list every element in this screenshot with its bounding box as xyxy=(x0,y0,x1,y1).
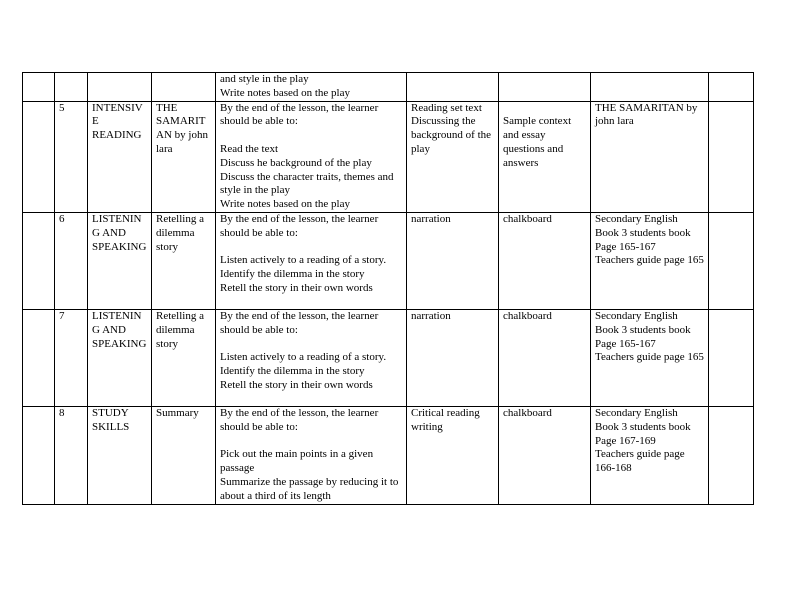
cell-line: Identify the dilemma in the story xyxy=(220,268,365,281)
table-row xyxy=(23,406,754,504)
lesson-cell: 6 xyxy=(55,212,88,309)
cell-line: narration xyxy=(411,309,451,322)
cell-line: chalkboard xyxy=(503,309,552,322)
subtopic-cell: Retelling a dilemma story xyxy=(152,212,216,309)
cell-line: Summarize the passage by reducing it to about a third of its length xyxy=(220,475,399,502)
activities-cell xyxy=(407,406,499,504)
table-row xyxy=(23,212,754,309)
line-gap xyxy=(220,435,402,449)
cell-line: Reading set text xyxy=(411,101,482,114)
cell-line: Pick out the main points in a given passage xyxy=(220,448,374,475)
objectives-cell xyxy=(216,73,407,102)
cell-line: Discussing the background of the play xyxy=(411,115,492,155)
topic-cell: LISTENING AND SPEAKING xyxy=(88,309,152,406)
cell-line: Teachers guide page 165 xyxy=(595,351,704,364)
table-body xyxy=(23,73,754,505)
cell-line: Identify the dilemma in the story xyxy=(220,365,365,378)
remarks-cell xyxy=(709,212,754,309)
cell-line: By the end of the lesson, the learner should be able to: xyxy=(220,309,379,336)
cell-line: Discuss the character traits, themes and style in the play xyxy=(220,170,394,197)
subtopic-cell: Summary xyxy=(152,406,216,504)
cell-line: Discuss he background of the play xyxy=(220,156,372,169)
week-cell xyxy=(23,212,55,309)
activities-cell xyxy=(407,101,499,212)
cell-line: Listen actively to a reading of a story. xyxy=(220,351,387,364)
week-cell xyxy=(23,406,55,504)
week-cell xyxy=(23,73,55,102)
cell-line: By the end of the lesson, the learner should be able to: xyxy=(220,212,379,239)
lesson-cell: 5 xyxy=(55,101,88,212)
week-cell xyxy=(23,309,55,406)
week-cell xyxy=(23,101,55,212)
subtopic-cell: THE SAMARITAN by john lara xyxy=(152,101,216,212)
cell-line: Sample context and essay questions and answers xyxy=(503,115,572,169)
objectives-cell xyxy=(216,406,407,504)
references-cell xyxy=(591,73,709,102)
cell-line: Teachers guide page 166-168 xyxy=(595,448,685,475)
remarks-cell xyxy=(709,309,754,406)
activities-cell xyxy=(407,73,499,102)
resources-cell xyxy=(499,212,591,309)
objectives-cell xyxy=(216,309,407,406)
cell-line: Read the text xyxy=(220,142,279,155)
table-row xyxy=(23,73,754,102)
cell-line: Retell the story in their own words xyxy=(220,281,373,294)
cell-line: THE SAMARITAN by john lara xyxy=(595,101,698,128)
activities-cell xyxy=(407,309,499,406)
cell-line: By the end of the lesson, the learner should be able to: xyxy=(220,406,379,433)
cell-line: Secondary English Book 3 students book Page 165-167 xyxy=(595,212,691,253)
subtopic-cell: Retelling a dilemma story xyxy=(152,309,216,406)
table-row xyxy=(23,101,754,212)
subtopic-cell xyxy=(152,73,216,102)
resources-cell xyxy=(499,309,591,406)
line-gap xyxy=(220,338,402,352)
references-cell xyxy=(591,406,709,504)
references-cell xyxy=(591,309,709,406)
lesson-cell: 7 xyxy=(55,309,88,406)
references-cell xyxy=(591,212,709,309)
topic-cell: STUDY SKILLS xyxy=(88,406,152,504)
resources-cell xyxy=(499,101,591,212)
cell-line: Critical reading writing xyxy=(411,406,480,433)
resources-cell xyxy=(499,73,591,102)
cell-line: Listen actively to a reading of a story. xyxy=(220,254,387,267)
cell-line: Retell the story in their own words xyxy=(220,378,373,391)
cell-line: and style in the play xyxy=(220,73,309,85)
line-gap xyxy=(503,102,586,116)
table-row xyxy=(23,309,754,406)
remarks-cell xyxy=(709,73,754,102)
cell-line: Write notes based on the play xyxy=(220,198,350,211)
topic-cell: LISTENING AND SPEAKING xyxy=(88,212,152,309)
resources-cell xyxy=(499,406,591,504)
cell-line: Secondary English Book 3 students book Page 167-169 xyxy=(595,406,691,447)
cell-line: Write notes based on the play xyxy=(220,86,350,99)
cell-line: chalkboard xyxy=(503,406,552,419)
line-gap xyxy=(220,129,402,143)
cell-line: chalkboard xyxy=(503,212,552,225)
topic-cell xyxy=(88,73,152,102)
remarks-cell xyxy=(709,101,754,212)
line-gap xyxy=(220,241,402,255)
cell-line: Secondary English Book 3 students book Page 165-167 xyxy=(595,309,691,350)
remarks-cell xyxy=(709,406,754,504)
cell-line: narration xyxy=(411,212,451,225)
topic-cell: INTENSIVE READING xyxy=(88,101,152,212)
activities-cell xyxy=(407,212,499,309)
objectives-cell xyxy=(216,101,407,212)
objectives-cell xyxy=(216,212,407,309)
lesson-cell xyxy=(55,73,88,102)
references-cell xyxy=(591,101,709,212)
lesson-cell: 8 xyxy=(55,406,88,504)
scheme-of-work-table xyxy=(22,72,754,505)
cell-line: By the end of the lesson, the learner should be able to: xyxy=(220,101,379,128)
cell-line: Teachers guide page 165 xyxy=(595,254,704,267)
